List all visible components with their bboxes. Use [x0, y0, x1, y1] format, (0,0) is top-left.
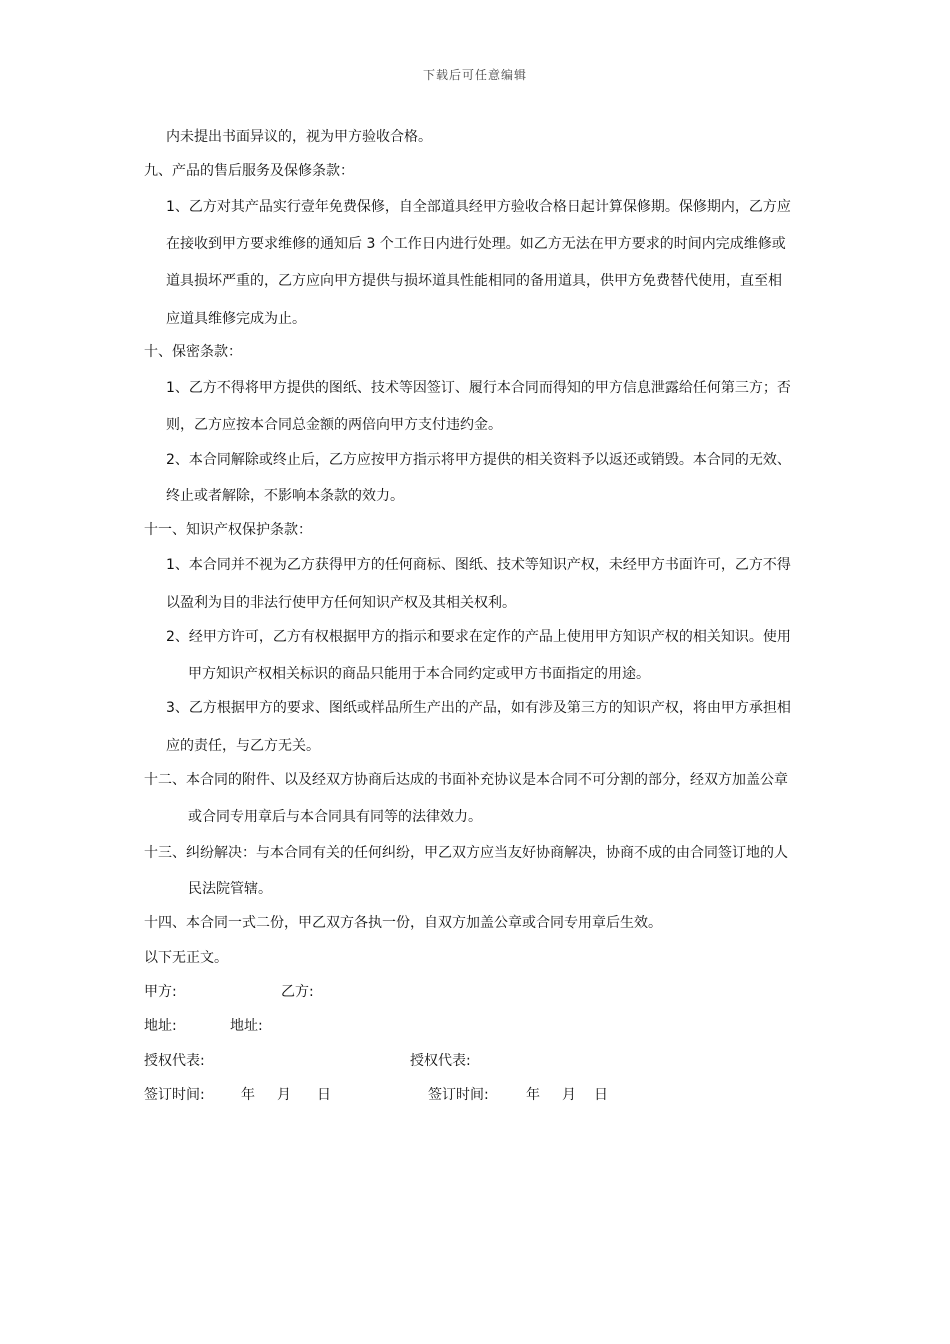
month-b: 月 — [562, 1087, 576, 1103]
section-heading-14: 十四、本合同一式二份，甲乙双方各执一份，自双方加盖公章或合同专用章后生效。 — [144, 915, 662, 931]
body-line: 1、乙方对其产品实行壹年免费保修，自全部道具经甲方验收合格日起计算保修期。保修期内，乙方应 — [166, 199, 791, 215]
day-b: 日 — [594, 1087, 608, 1103]
day-a: 日 — [317, 1087, 331, 1103]
body-line: 应的责任，与乙方无关。 — [166, 738, 320, 754]
rep-b-label: 授权代表: — [410, 1053, 471, 1069]
month-a: 月 — [277, 1087, 291, 1103]
body-line: 道具损坏严重的，乙方应向甲方提供与损坏道具性能相同的备用道具，供甲方免费替代使用，直至相 — [166, 273, 782, 289]
body-line: 2、本合同解除或终止后，乙方应按甲方指示将甲方提供的相关资料予以返还或销毁。本合同的无效、 — [166, 452, 791, 468]
body-line: 1、本合同并不视为乙方获得甲方的任何商标、图纸、技术等知识产权，未经甲方书面许可，乙方不得 — [166, 557, 791, 573]
body-line: 甲方知识产权相关标识的商品只能用于本合同约定或甲方书面指定的用途。 — [188, 666, 650, 682]
year-b: 年 — [526, 1087, 540, 1103]
body-line: 或合同专用章后与本合同具有同等的法律效力。 — [188, 809, 482, 825]
body-line: 则，乙方应按本合同总金额的两倍向甲方支付违约金。 — [166, 417, 502, 433]
body-line: 民法院管辖。 — [188, 881, 272, 897]
body-line: 3、乙方根据甲方的要求、图纸或样品所生产出的产品，如有涉及第三方的知识产权，将由甲方承担相 — [166, 700, 791, 716]
sign-time-b-label: 签订时间: — [428, 1087, 489, 1103]
year-a: 年 — [241, 1087, 255, 1103]
rep-a-label: 授权代表: — [144, 1053, 205, 1069]
body-line: 以盈利为目的非法行使甲方任何知识产权及其相关权利。 — [166, 595, 516, 611]
end-of-text: 以下无正文。 — [144, 950, 228, 966]
address-b-label: 地址: — [230, 1018, 263, 1034]
body-line: 终止或者解除，不影响本条款的效力。 — [166, 488, 404, 504]
sign-time-a-label: 签订时间: — [144, 1087, 205, 1103]
party-b-label: 乙方: — [281, 984, 314, 1000]
section-heading-11: 十一、知识产权保护条款： — [144, 522, 312, 538]
body-line: 应道具维修完成为止。 — [166, 311, 306, 327]
body-line: 2、经甲方许可，乙方有权根据甲方的指示和要求在定作的产品上使用甲方知识产权的相关知识。使用 — [166, 629, 791, 645]
section-heading-10: 十、保密条款： — [144, 344, 242, 360]
section-heading-13: 十三、纠纷解决：与本合同有关的任何纠纷，甲乙双方应当友好协商解决，协商不成的由合同签订地的人 — [144, 845, 788, 861]
body-line: 在接收到甲方要求维修的通知后 3 个工作日内进行处理。如乙方无法在甲方要求的时间内完成维修或 — [166, 236, 786, 252]
body-line: 内未提出书面异议的，视为甲方验收合格。 — [166, 129, 432, 145]
section-heading-12: 十二、本合同的附件、以及经双方协商后达成的书面补充协议是本合同不可分割的部分，经双方加盖公章 — [144, 772, 788, 788]
section-heading-9: 九、产品的售后服务及保修条款： — [144, 163, 354, 179]
address-a-label: 地址: — [144, 1018, 177, 1034]
page-header: 下载后可任意编辑 — [422, 68, 527, 82]
body-line: 1、乙方不得将甲方提供的图纸、技术等因签订、履行本合同而得知的甲方信息泄露给任何第三方；否 — [166, 380, 791, 396]
party-a-label: 甲方: — [144, 984, 177, 1000]
